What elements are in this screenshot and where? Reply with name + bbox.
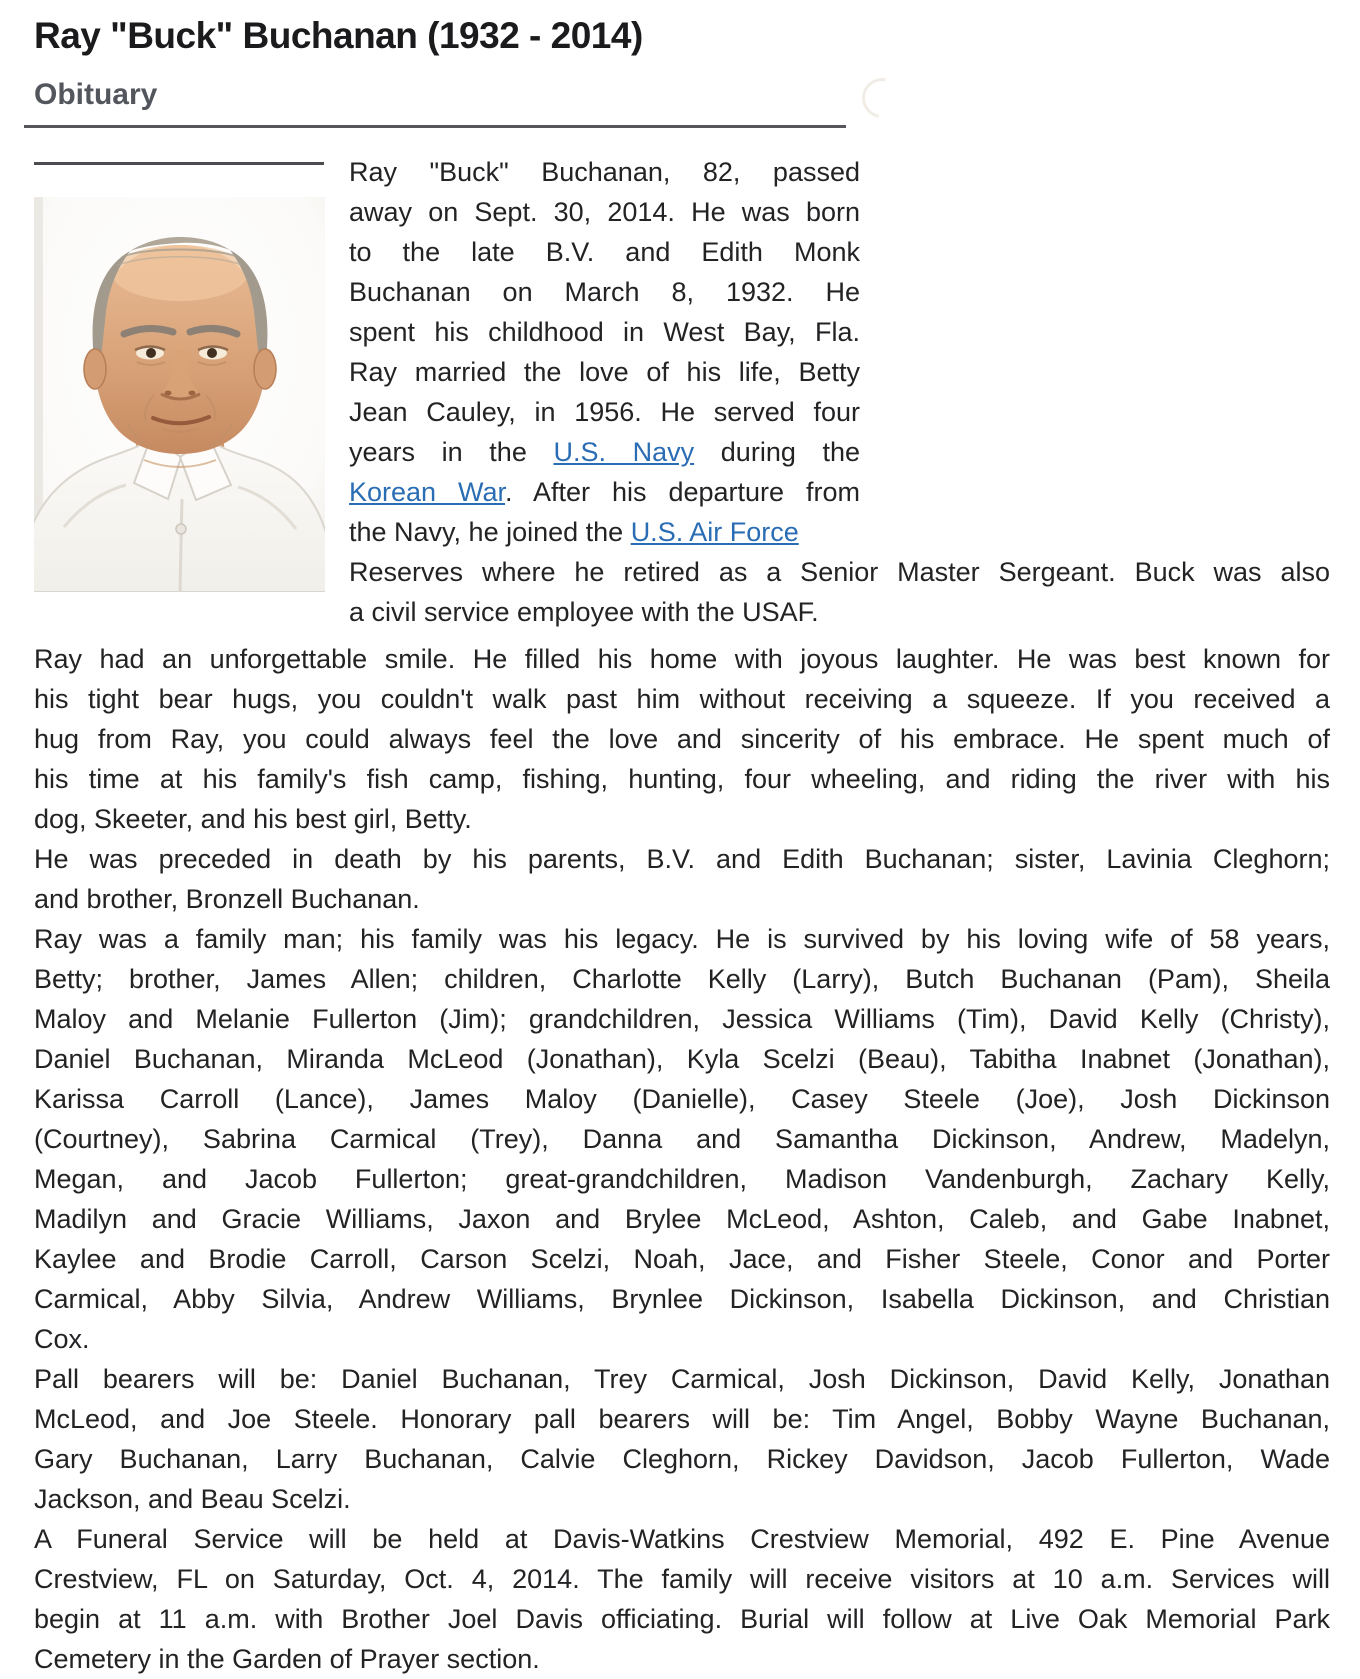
text-line [349, 592, 1330, 632]
photo-column [34, 152, 325, 592]
text-line [34, 1199, 1330, 1239]
paragraph [34, 1359, 1330, 1519]
paragraph [34, 639, 1330, 839]
text-line [34, 1599, 1330, 1639]
text-span: Maloy and Melanie Fullerton (Jim); grandchildren, Jessica Williams (Tim), David Kelly (Christy), [34, 1004, 1330, 1034]
text-line [34, 1279, 1330, 1319]
text-line [34, 1319, 1330, 1359]
text-span: and brother, Bronzell Buchanan. [34, 884, 420, 914]
text-span: A Funeral Service will be held at Davis-Watkins Crestview Memorial, 492 E. Pine Avenue [34, 1524, 1330, 1554]
text-line [34, 919, 1330, 959]
text-line [34, 839, 1330, 879]
text-line [349, 352, 860, 392]
section-label: Obituary [34, 78, 158, 111]
text-line [34, 799, 1330, 839]
text-span: Jean Cauley, in 1956. He served four [349, 397, 860, 427]
text-span: Carmical, Abby Silvia, Andrew Williams, Brynlee Dickinson, Isabella Dickinson, and Christian [34, 1284, 1330, 1314]
paragraph [34, 1519, 1330, 1679]
text-line [34, 759, 1330, 799]
text-span: the Navy, he joined the [349, 517, 631, 547]
text-span: his time at his family's fish camp, fishing, hunting, four wheeling, and riding the river with his [34, 764, 1330, 794]
text-line [349, 552, 1330, 592]
page-title: Ray "Buck" Buchanan (1932 - 2014) [34, 15, 643, 56]
text-span: Betty; brother, James Allen; children, Charlotte Kelly (Larry), Butch Buchanan (Pam), Sheila [34, 964, 1330, 994]
text-line [34, 719, 1330, 759]
paragraph [34, 839, 1330, 919]
text-span: years in the [349, 437, 554, 467]
header-divider [24, 125, 846, 128]
us-air-force-link[interactable]: U.S. Air Force [630, 517, 799, 547]
obituary-paragraphs [34, 639, 1330, 1679]
portrait-photo [34, 197, 325, 592]
text-span: Gary Buchanan, Larry Buchanan, Calvie Cleghorn, Rickey Davidson, Jacob Fullerton, Wade [34, 1444, 1330, 1474]
text-line [349, 512, 860, 552]
text-line [34, 1119, 1330, 1159]
text-span: Ray "Buck" Buchanan, 82, passed [349, 157, 860, 187]
text-span: Karissa Carroll (Lance), James Maloy (Danielle), Casey Steele (Joe), Josh Dickinson [34, 1084, 1330, 1114]
text-line [34, 639, 1330, 679]
us-navy-link[interactable]: U.S. Navy [553, 437, 695, 467]
text-line [34, 1479, 1330, 1519]
text-span: Pall bearers will be: Daniel Buchanan, Trey Carmical, Josh Dickinson, David Kelly, Jonathan [34, 1364, 1330, 1394]
text-span: McLeod, and Joe Steele. Honorary pall bearers will be: Tim Angel, Bobby Wayne Buchanan, [34, 1404, 1330, 1434]
text-line [34, 1559, 1330, 1599]
intro-section [34, 152, 1330, 632]
text-line [34, 959, 1330, 999]
text-line [34, 1079, 1330, 1119]
text-span: Reserves where he retired as a Senior Master Sergeant. Buck was also [349, 557, 1330, 587]
text-line [34, 1239, 1330, 1279]
text-span: begin at 11 a.m. with Brother Joel Davis officiating. Burial will follow at Live Oak Memorial Park [34, 1604, 1330, 1634]
text-line [349, 432, 860, 472]
text-span: Megan, and Jacob Fullerton; great-grandchildren, Madison Vandenburgh, Zachary Kelly, [34, 1164, 1330, 1194]
text-line [34, 1639, 1330, 1679]
text-span: . After his departure from [505, 477, 860, 507]
intro-text [349, 152, 1330, 632]
text-span: Kaylee and Brodie Carroll, Carson Scelzi, Noah, Jace, and Fisher Steele, Conor and Porter [34, 1244, 1330, 1274]
text-line [349, 232, 860, 272]
text-span: Cemetery in the Garden of Prayer section. [34, 1644, 540, 1674]
text-span: dog, Skeeter, and his best girl, Betty. [34, 804, 472, 834]
text-line [34, 1359, 1330, 1399]
text-line [34, 679, 1330, 719]
text-span: during the [694, 437, 861, 467]
text-line [34, 1439, 1330, 1479]
text-line [34, 879, 1330, 919]
photo-top-rule [34, 162, 324, 165]
text-span: (Courtney), Sabrina Carmical (Trey), Danna and Samantha Dickinson, Andrew, Madelyn, [34, 1124, 1330, 1154]
text-line [349, 272, 860, 312]
text-line [34, 1399, 1330, 1439]
text-line [34, 1519, 1330, 1559]
text-span: Ray was a family man; his family was his legacy. He is survived by his loving wife of 58 years, [34, 924, 1330, 954]
text-span: away on Sept. 30, 2014. He was born [349, 197, 860, 227]
text-span: to the late B.V. and Edith Monk [349, 237, 860, 267]
text-line [34, 999, 1330, 1039]
text-span: his tight bear hugs, you couldn't walk past him without receiving a squeeze. If you received a [34, 684, 1330, 714]
text-span: Crestview, FL on Saturday, Oct. 4, 2014. The family will receive visitors at 10 a.m. Services will [34, 1564, 1330, 1594]
text-line [349, 392, 860, 432]
text-span: Daniel Buchanan, Miranda McLeod (Jonathan), Kyla Scelzi (Beau), Tabitha Inabnet (Jonathan), [34, 1044, 1330, 1074]
paragraph [34, 919, 1330, 1359]
text-span: hug from Ray, you could always feel the love and sincerity of his embrace. He spent much of [34, 724, 1330, 754]
text-span: Ray married the love of his life, Betty [349, 357, 860, 387]
text-line [34, 1159, 1330, 1199]
text-line [349, 152, 860, 192]
text-line [349, 472, 860, 512]
text-span: He was preceded in death by his parents, B.V. and Edith Buchanan; sister, Lavinia Cleghorn; [34, 844, 1330, 874]
text-line [349, 312, 860, 352]
text-span: Madilyn and Gracie Williams, Jaxon and Brylee McLeod, Ashton, Caleb, and Gabe Inabnet, [34, 1204, 1330, 1234]
text-span: spent his childhood in West Bay, Fla. [349, 317, 860, 347]
text-line [34, 1039, 1330, 1079]
text-span: Ray had an unforgettable smile. He filled his home with joyous laughter. He was best known for [34, 644, 1330, 674]
text-span: Jackson, and Beau Scelzi. [34, 1484, 351, 1514]
text-span: a civil service employee with the USAF. [349, 597, 819, 627]
text-line [349, 192, 860, 232]
text-span: Cox. [34, 1324, 90, 1354]
text-span: Buchanan on March 8, 1932. He [349, 277, 860, 307]
korean-war-link[interactable]: Korean War [349, 477, 506, 507]
